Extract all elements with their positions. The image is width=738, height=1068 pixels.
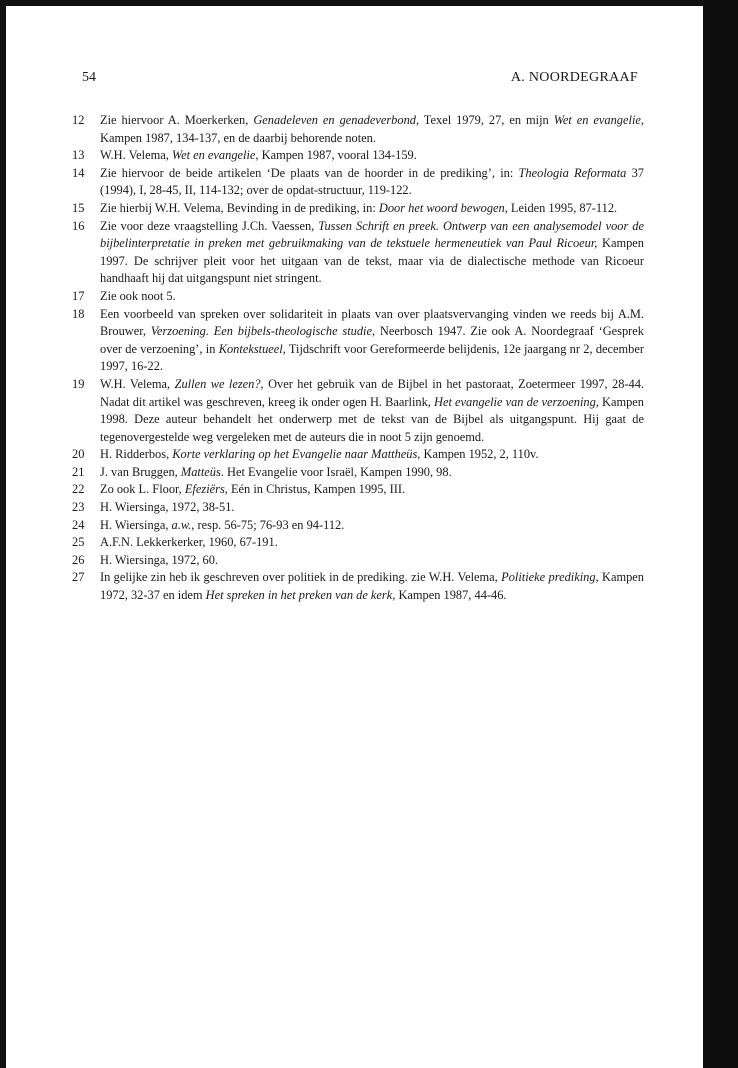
endnote-number: 16 bbox=[72, 218, 85, 233]
endnote-number: 23 bbox=[72, 500, 85, 515]
endnote-number: 14 bbox=[72, 165, 85, 180]
endnotes-list bbox=[72, 112, 644, 605]
endnote-text-segment: , Kampen 1987, vooral 134-159. bbox=[255, 148, 417, 163]
scan-border-right bbox=[703, 0, 738, 1068]
endnote-text bbox=[100, 148, 417, 162]
endnote-title-italic: Door het woord bewogen bbox=[378, 200, 505, 215]
endnote-title-italic: Tussen Schrift en preek. Ontwerp van een analysemodel voor de bijbelinterpretatie in preken met gebruikmaking van de tekstuele hermeneutiek van Paul Ricoeur, bbox=[100, 218, 645, 251]
endnote-27 bbox=[72, 569, 644, 604]
endnote-title-italic: Korte verklaring op het Evangelie naar Mattheüs bbox=[172, 447, 418, 462]
endnote-text-segment: H. Ridderbos, bbox=[100, 447, 173, 462]
endnote-text-segment: Zie voor deze vraagstelling J.Ch. Vaessen, bbox=[100, 218, 319, 233]
page-number: 54 bbox=[82, 70, 96, 85]
endnote-number: 17 bbox=[72, 288, 85, 303]
endnote-text bbox=[100, 113, 644, 145]
endnote-title-italic: Politieke prediking bbox=[501, 570, 596, 585]
endnote-text-segment: H. Wiersinga, 1972, 60. bbox=[100, 552, 219, 567]
endnote-text-segment: , Eén in Christus, Kampen 1995, III. bbox=[224, 482, 406, 497]
endnote-22 bbox=[72, 481, 644, 499]
endnote-title-italic: Het evangelie van de verzoening bbox=[434, 394, 596, 409]
endnote-number: 12 bbox=[72, 113, 85, 127]
endnote-15 bbox=[72, 200, 644, 218]
endnote-text-segment: A.F.N. Lekkerkerker, 1960, 67-191. bbox=[100, 535, 278, 550]
endnote-title-italic: Matteüs bbox=[180, 464, 221, 479]
endnote-13 bbox=[72, 147, 644, 165]
endnote-text-segment: In gelijke zin heb ik geschreven over politiek in de prediking. zie W.H. Velema, bbox=[100, 570, 502, 585]
endnote-23 bbox=[72, 499, 644, 517]
endnote-title-italic: Theologia Reformata bbox=[518, 165, 627, 180]
endnote-number: 19 bbox=[72, 376, 85, 391]
endnote-title-italic: Genadeleven en genadeverbond, bbox=[253, 113, 420, 127]
endnote-text-segment: Kampen 1997. De schrijver pleit voor het uitgaan van de tekst, maar via de dialectische methode van Ricoeur handhaaft hij dat uitgangspunt niet stringent. bbox=[100, 236, 644, 286]
endnote-text bbox=[100, 289, 176, 303]
endnote-20 bbox=[72, 446, 644, 464]
endnote-19 bbox=[72, 376, 644, 446]
endnote-text-segment: J. van Bruggen, bbox=[100, 464, 181, 479]
endnote-text bbox=[100, 500, 235, 514]
endnote-title-italic: Zullen we lezen? bbox=[174, 376, 261, 391]
endnote-number: 18 bbox=[72, 306, 85, 321]
running-header bbox=[82, 70, 638, 90]
endnote-text-segment: , Kampen 1952, 2, 110v. bbox=[417, 447, 539, 462]
endnote-number: 25 bbox=[72, 535, 85, 550]
endnote-number: 15 bbox=[72, 200, 85, 215]
endnote-number: 20 bbox=[72, 447, 85, 462]
endnote-text bbox=[100, 535, 278, 549]
endnote-text bbox=[100, 482, 405, 496]
endnote-24 bbox=[72, 517, 644, 535]
endnote-text bbox=[100, 447, 539, 461]
endnote-text bbox=[100, 307, 644, 374]
endnote-text-segment: Zie hiervoor A. Moerkerken, bbox=[100, 113, 254, 127]
endnote-18 bbox=[72, 306, 644, 376]
endnote-text-segment: Zie hierbij W.H. Velema, Bevinding in de prediking, in: bbox=[100, 200, 379, 215]
endnote-26 bbox=[72, 552, 644, 570]
endnote-text-segment: H. Wiersinga, bbox=[100, 517, 172, 532]
endnote-text bbox=[100, 570, 644, 602]
endnote-text-segment: , Kampen 1972, 32-37 en idem bbox=[100, 570, 644, 603]
endnote-text-segment: , Kampen 1998. Deze auteur behandelt het onderwerp met de tekst van de Bijbel als uitgangspunt. Hij gaat de tegenovergestelde weg vergeleken met de auteurs die in noot 5 zijn genoemd. bbox=[100, 394, 645, 444]
endnote-text-segment: Zo ook L. Floor, bbox=[100, 482, 185, 497]
endnote-12 bbox=[72, 112, 644, 147]
endnote-text-segment: Zie hiervoor de beide artikelen ‘De plaats van de hoorder in de prediking’, in: bbox=[100, 165, 519, 180]
endnote-14 bbox=[72, 165, 644, 200]
endnote-text-segment: , Tijdschrift voor Gereformeerde belijdenis, 12e jaargang nr 2, december 1997, 16-22. bbox=[100, 341, 644, 374]
endnote-number: 13 bbox=[72, 148, 85, 163]
endnote-text-segment: W.H. Velema, bbox=[100, 148, 172, 163]
endnote-17 bbox=[72, 288, 644, 306]
endnote-text-segment: , Kampen 1987, 134-137, en de daarbij behorende noten. bbox=[100, 113, 644, 145]
endnote-text bbox=[100, 465, 452, 479]
endnote-text-segment: , resp. 56-75; 76-93 en 94-112. bbox=[191, 517, 345, 532]
endnote-title-italic: Wet en evangelie bbox=[171, 148, 256, 163]
endnote-text bbox=[100, 166, 644, 198]
endnote-title-italic: Wet en evangelie bbox=[553, 113, 641, 127]
running-head-author: A. NOORDEGRAAF bbox=[510, 70, 638, 85]
endnote-text bbox=[100, 518, 344, 532]
endnote-number: 21 bbox=[72, 464, 85, 479]
endnote-text bbox=[100, 219, 644, 286]
endnote-text-segment: Zie ook noot 5. bbox=[100, 288, 176, 303]
endnote-text-segment: 37 (1994), I, 28-45, II, 114-132; over de opdat-structuur, 119-122. bbox=[100, 165, 644, 198]
endnote-title-italic: Kontekstueel bbox=[218, 341, 283, 356]
endnote-title-italic: Het spreken in het preken van de kerk bbox=[205, 588, 393, 603]
endnote-text-segment: , Over het gebruik van de Bijbel in het pastoraat, Zoetermeer 1997, 28-44. Nadat dit artikel was geschreven, kreeg ik onder ogen H. Baarlink, bbox=[100, 376, 645, 409]
endnote-text-segment: . Het Evangelie voor Israël, Kampen 1990, 98. bbox=[220, 464, 452, 479]
endnote-text-segment: W.H. Velema, bbox=[100, 376, 175, 391]
endnote-text-segment: , Leiden 1995, 87-112. bbox=[504, 200, 618, 215]
endnote-text-segment: Een voorbeeld van spreken over solidariteit in plaats van over plaatsvervanging vinden we reeds bij A.M. Brouwer, bbox=[100, 306, 644, 339]
endnote-21 bbox=[72, 464, 644, 482]
endnote-title-italic: a.w. bbox=[171, 517, 192, 532]
endnote-text-segment: H. Wiersinga, 1972, 38-51. bbox=[100, 500, 235, 515]
endnote-text bbox=[100, 201, 617, 215]
endnote-text-segment: Texel 1979, 27, en mijn bbox=[419, 113, 554, 127]
endnote-25 bbox=[72, 534, 644, 552]
endnote-number: 24 bbox=[72, 517, 85, 532]
endnote-number: 27 bbox=[72, 570, 85, 585]
endnote-text bbox=[100, 553, 218, 567]
endnote-number: 22 bbox=[72, 482, 85, 497]
endnote-number: 26 bbox=[72, 552, 85, 567]
endnote-title-italic: Efeziërs bbox=[184, 482, 225, 497]
endnote-title-italic: Verzoening. Een bijbels-theologische studie bbox=[150, 324, 372, 339]
endnote-16 bbox=[72, 218, 644, 288]
endnote-text-segment: , Neerbosch 1947. Zie ook A. Noordegraaf ‘Gesprek over de verzoening’, in bbox=[100, 324, 645, 356]
endnote-text bbox=[100, 377, 644, 444]
endnote-text-segment: , Kampen 1987, 44-46. bbox=[392, 588, 507, 603]
